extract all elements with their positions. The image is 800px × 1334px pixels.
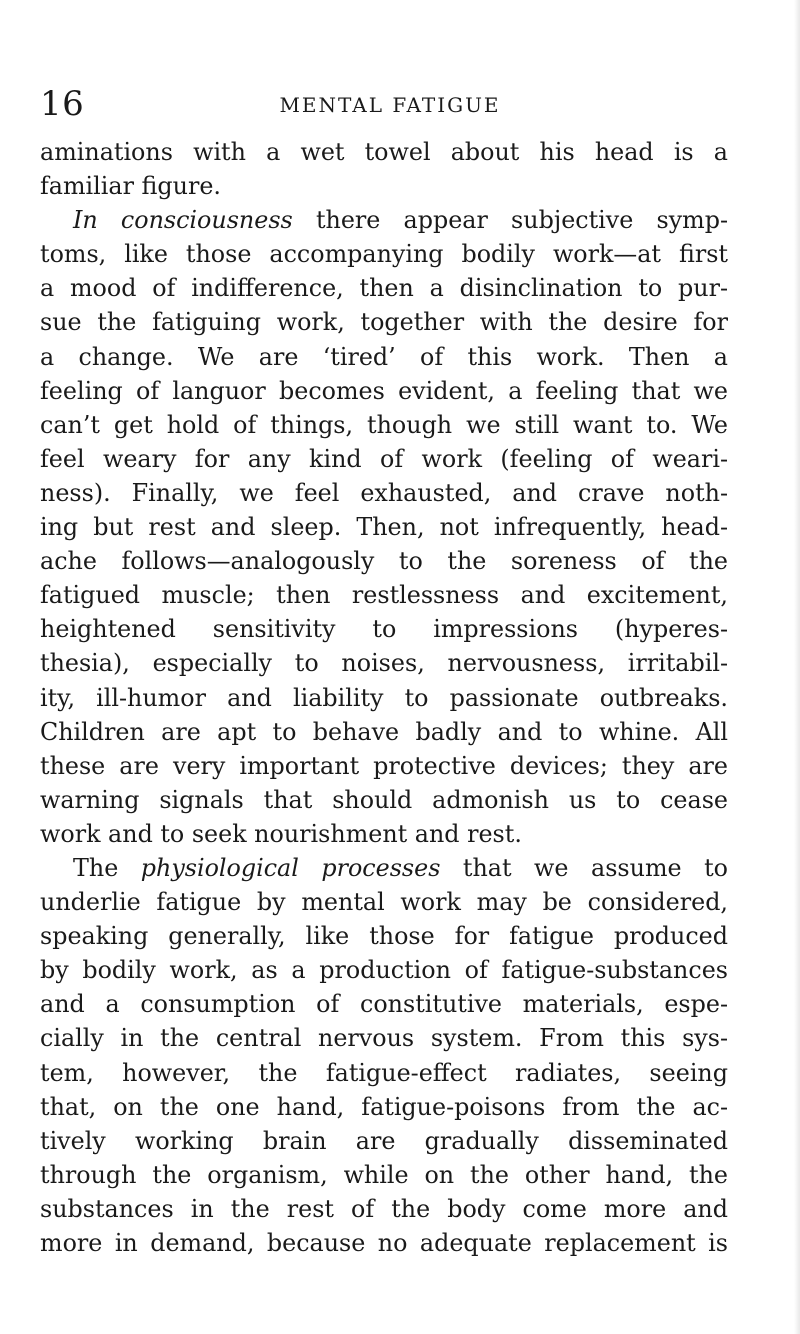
body-text: [40, 135, 728, 1260]
text-line: feeling of languor becomes evident, a feeling that we: [40, 376, 728, 405]
text-line: feel weary for any kind of work (feeling of weari-: [40, 444, 728, 473]
text-line: In consciousness there appear subjective symp-: [73, 206, 728, 235]
text-line: sue the fatiguing work, together with the desire for: [40, 308, 728, 337]
running-head: MENTAL FATIGUE: [279, 93, 501, 117]
text-line: can’t get hold of things, though we still want to. We: [40, 410, 728, 439]
text-line: fatigued muscle; then restlessness and excitement,: [40, 581, 728, 610]
text-line: heightened sensitivity to impressions (hyperes-: [40, 615, 728, 644]
text-line: toms, like those accompanying bodily work—at first: [40, 240, 728, 269]
text-line: ness). Finally, we feel exhausted, and crave noth-: [40, 478, 728, 507]
text-line: work and to seek nourishment and rest.: [40, 819, 522, 848]
text-line: warning signals that should admonish us to cease: [40, 785, 728, 814]
text-line: that, on the one hand, fatigue-poisons from the ac-: [40, 1092, 728, 1121]
text-line: familiar figure.: [40, 172, 221, 201]
text-line: thesia), especially to noises, nervousness, irritabil-: [40, 649, 728, 678]
page-number: 16: [40, 84, 85, 124]
page-header: [40, 84, 740, 124]
text-line: substances in the rest of the body come more and: [40, 1194, 728, 1223]
text-line: tively working brain are gradually disseminated: [40, 1126, 728, 1155]
text-line: more in demand, because no adequate replacement is: [40, 1229, 728, 1257]
text-line: The physiological processes that we assume to: [73, 853, 728, 882]
text-line: ing but rest and sleep. Then, not infrequently, head-: [40, 513, 728, 542]
text-line: a change. We are ‘tired’ of this work. Then a: [40, 342, 728, 371]
text-line: ity, ill-humor and liability to passionate outbreaks.: [40, 683, 728, 712]
italic-term: physiological processes: [140, 853, 441, 882]
text-line: tem, however, the fatigue-effect radiates, seeing: [40, 1058, 728, 1087]
text-line: a mood of indifference, then a disinclination to pur-: [40, 274, 728, 303]
text-line: these are very important protective devices; they are: [40, 751, 728, 780]
text-line: ache follows—analogously to the soreness of the: [40, 547, 728, 576]
text-line: by bodily work, as a production of fatigue-substances: [40, 956, 728, 985]
text-line: Children are apt to behave badly and to whine. All: [40, 717, 728, 746]
text-line: cially in the central nervous system. From this sys-: [40, 1024, 728, 1053]
text-line: through the organism, while on the other hand, the: [40, 1160, 728, 1189]
text-line: and a consumption of constitutive materials, espe-: [40, 990, 728, 1019]
page-edge-shadow: [794, 0, 800, 1334]
italic-term: In consciousness: [73, 206, 293, 235]
text-line: aminations with a wet towel about his head is a: [40, 138, 728, 166]
text-line: underlie fatigue by mental work may be considered,: [40, 888, 728, 917]
text-line: speaking generally, like those for fatigue produced: [40, 922, 728, 951]
